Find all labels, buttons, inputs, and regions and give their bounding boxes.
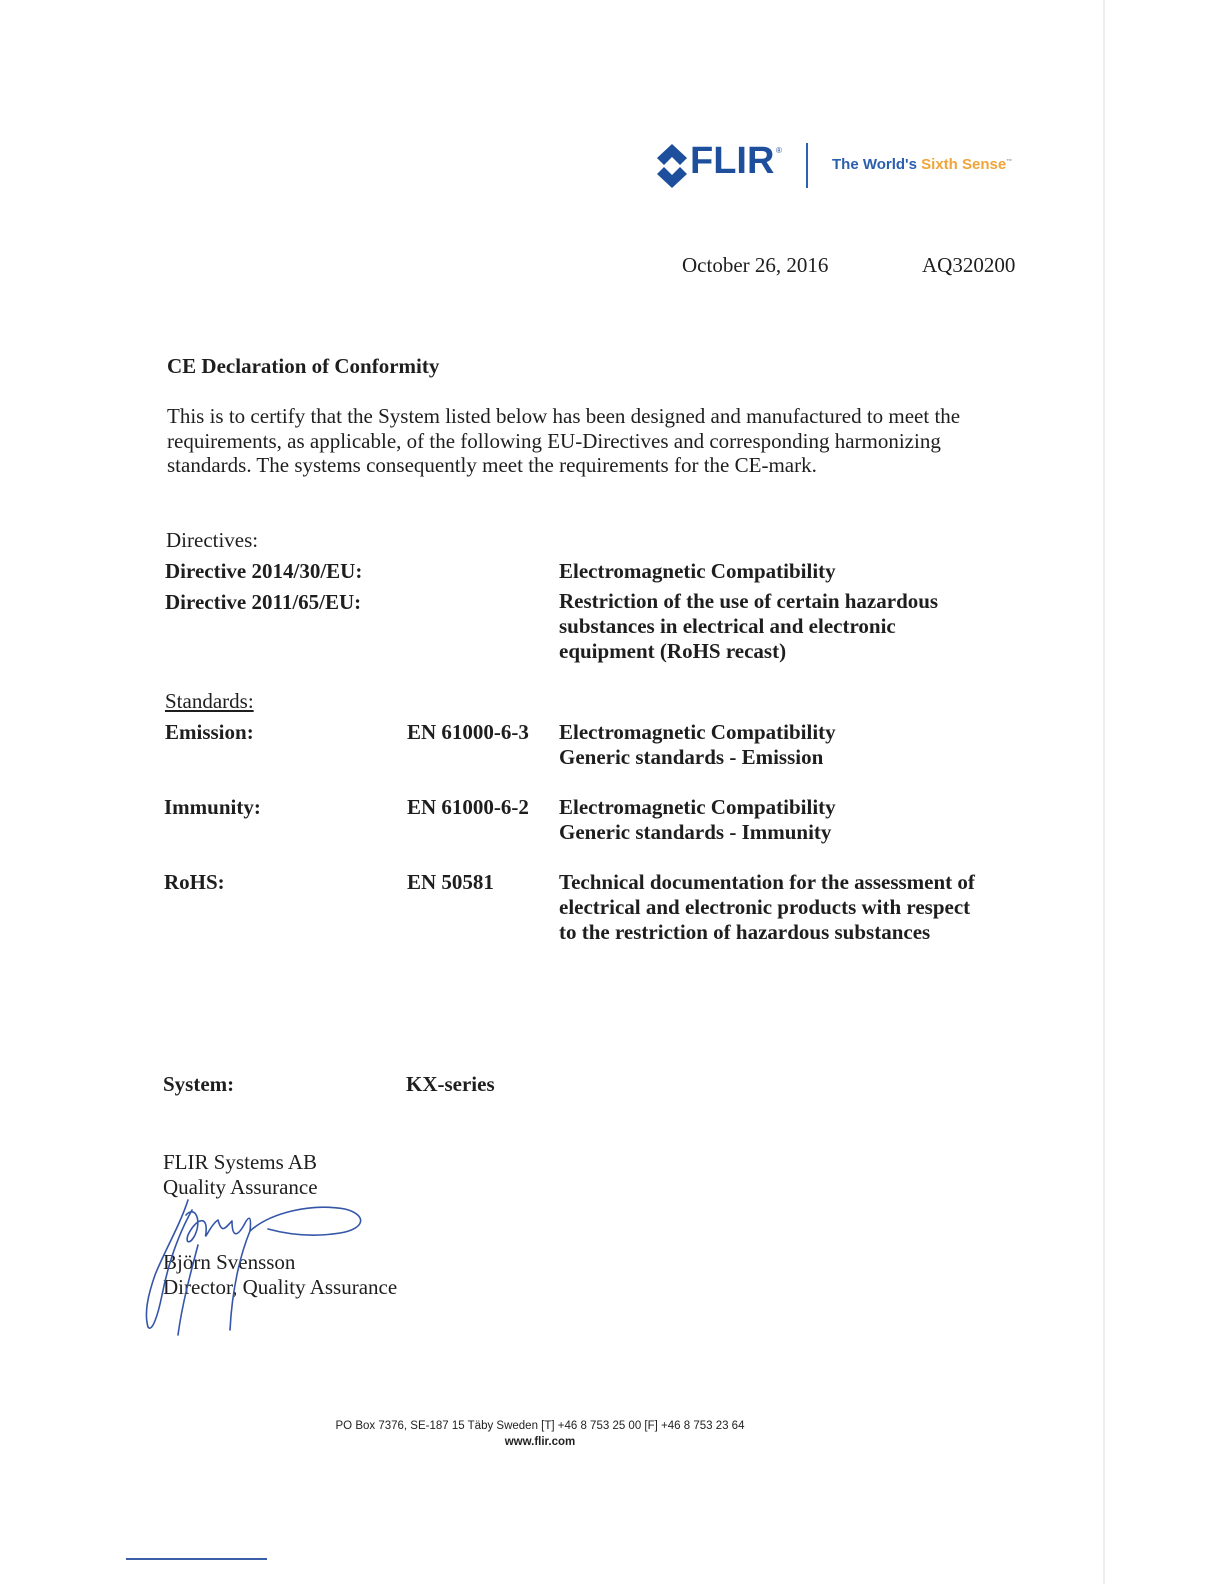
system-value: KX-series [406,1072,495,1096]
tagline [832,156,1012,173]
standard-description: Technical documentation for the assessment of electrical and electronic products with respect to the restriction of hazardous substances [559,870,975,944]
bottom-rule [126,1558,267,1560]
signatory-department: Quality Assurance [163,1175,318,1199]
flir-logo-text: FLIR [690,140,775,182]
registered-mark: ® [776,146,782,155]
signatory-company: FLIR Systems AB [163,1150,318,1174]
standard-label: Immunity: [164,795,261,819]
flir-logo-icon [656,144,688,188]
standard-description-line: Electromagnetic Compatibility [559,795,836,819]
standard-code: EN 50581 [407,870,494,894]
directives-heading: Directives: [166,528,259,552]
tagline-trademark: ™ [1006,159,1013,165]
intro-paragraph: This is to certify that the System listed below has been designed and manufactured to meet the requirements, as applicable, of the following EU-Directives and corresponding harmonizing standards. The systems consequently meet the requirements for the CE-mark. [167,404,961,477]
document-date: October 26, 2016 [682,253,829,277]
standard-description-line: Electromagnetic Compatibility [559,720,836,744]
directive-description: Restriction of the use of certain hazardous substances in electrical and electronic equipment (RoHS recast) [559,589,939,663]
standard-description [559,795,989,845]
standard-description-line: Generic standards - Emission [559,745,824,769]
standard-code: EN 61000-6-2 [407,795,529,819]
signatory-name: Björn Svensson [163,1250,296,1274]
system-label: System: [163,1072,235,1096]
page-edge-line [1103,0,1105,1584]
standards-heading: Standards: [165,689,254,713]
directive-label: Directive 2014/30/EU: [165,559,363,583]
signatory-company-block [163,1150,318,1200]
footer-website[interactable]: www.flir.com [504,1436,576,1448]
standard-label: Emission: [165,720,254,744]
handwritten-signature [140,1195,380,1340]
tagline-prefix: The World's [832,156,922,173]
footer-address: PO Box 7376, SE-187 15 Täby Sweden [T] +46 8 753 25 00 [F] +46 8 753 23 64 [335,1420,745,1432]
standard-description [559,720,989,770]
document-number: AQ320200 [922,253,1016,277]
standard-description-line: Generic standards - Immunity [559,820,832,844]
standard-label: RoHS: [164,870,225,894]
logo-divider [806,143,808,188]
directive-label: Directive 2011/65/EU: [165,590,362,614]
tagline-accent: Sixth Sense [921,156,1007,173]
standard-code: EN 61000-6-3 [407,720,529,744]
signatory-title: Director, Quality Assurance [163,1275,398,1299]
page-title: CE Declaration of Conformity [167,354,440,378]
directive-description: Electromagnetic Compatibility [559,559,836,583]
